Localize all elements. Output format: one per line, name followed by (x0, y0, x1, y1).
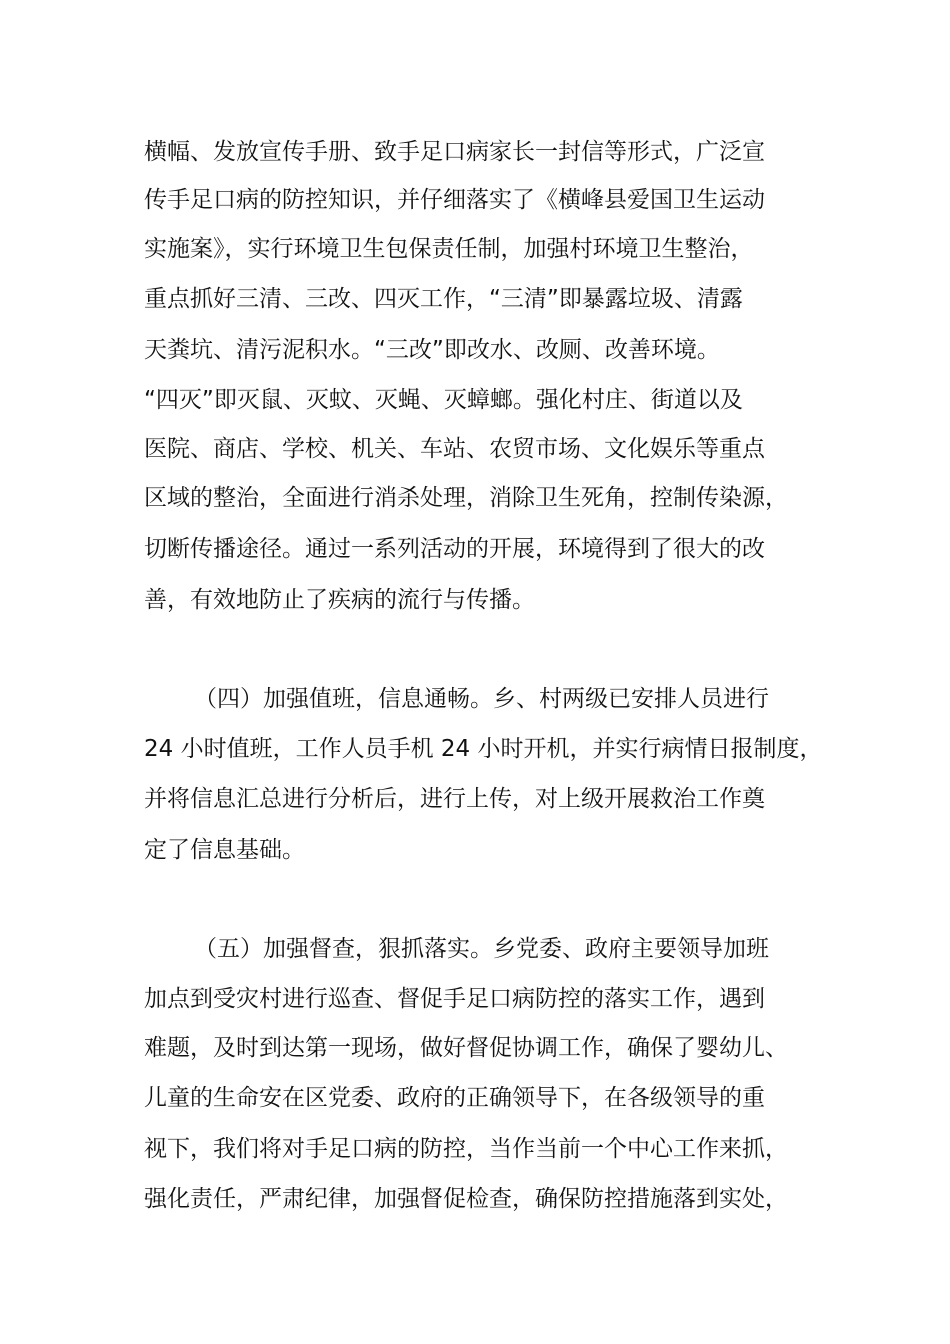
text-line: 实施案》，实行环境卫生包保责任制，加强村环境卫生整治， (144, 236, 754, 262)
text-line: 并将信息汇总进行分析后，进行上传，对上级开展救治工作奠 (144, 786, 765, 812)
text-line: “四灭”即灭鼠、灭蚊、灭蝇、灭蟑螂。强化村庄、街道以及 (144, 387, 743, 413)
text-line: 天粪坑、清污泥积水。“三改”即改水、改厕、改善环境。 (144, 337, 720, 363)
text-line: 医院、商店、学校、机关、车站、农贸市场、文化娱乐等重点 (144, 436, 765, 462)
text-line: 定了信息基础。 (144, 837, 305, 863)
text-line: 传手足口病的防控知识，并仔细落实了《横峰县爱国卫生运动 (144, 187, 765, 213)
text-line: 切断传播途径。通过一系列活动的开展，环境得到了很大的改 (144, 536, 765, 562)
text-line: 难题，及时到达第一现场，做好督促协调工作，确保了婴幼儿、 (144, 1035, 788, 1061)
text-line: 横幅、发放宣传手册、致手足口病家长一封信等形式，广泛宣 (144, 139, 765, 165)
text-line: 强化责任，严肃纪律，加强督促检查，确保防控措施落到实处， (144, 1186, 788, 1212)
text-line: 区域的整治，全面进行消杀处理，消除卫生死角，控制传染源， (144, 485, 788, 511)
text-line: 儿童的生命安在区党委、政府的正确领导下，在各级领导的重 (144, 1085, 765, 1111)
text-line: （五）加强督查，狠抓落实。乡党委、政府主要领导加班 (194, 936, 769, 962)
text-line: 加点到受灾村进行巡查、督促手足口病防控的落实工作，遇到 (144, 986, 765, 1012)
text-line: 重点抓好三清、三改、四灭工作，“三清”即暴露垃圾、清露 (144, 286, 743, 312)
text-line: 视下，我们将对手足口病的防控，当作当前一个中心工作来抓， (144, 1136, 788, 1162)
text-line: 善，有效地防止了疾病的流行与传播。 (144, 587, 535, 613)
text-line: 24 小时值班，工作人员手机 24 小时开机，并实行病情日报制度， (144, 736, 823, 762)
text-line: （四）加强值班，信息通畅。乡、村两级已安排人员进行 (194, 686, 769, 712)
